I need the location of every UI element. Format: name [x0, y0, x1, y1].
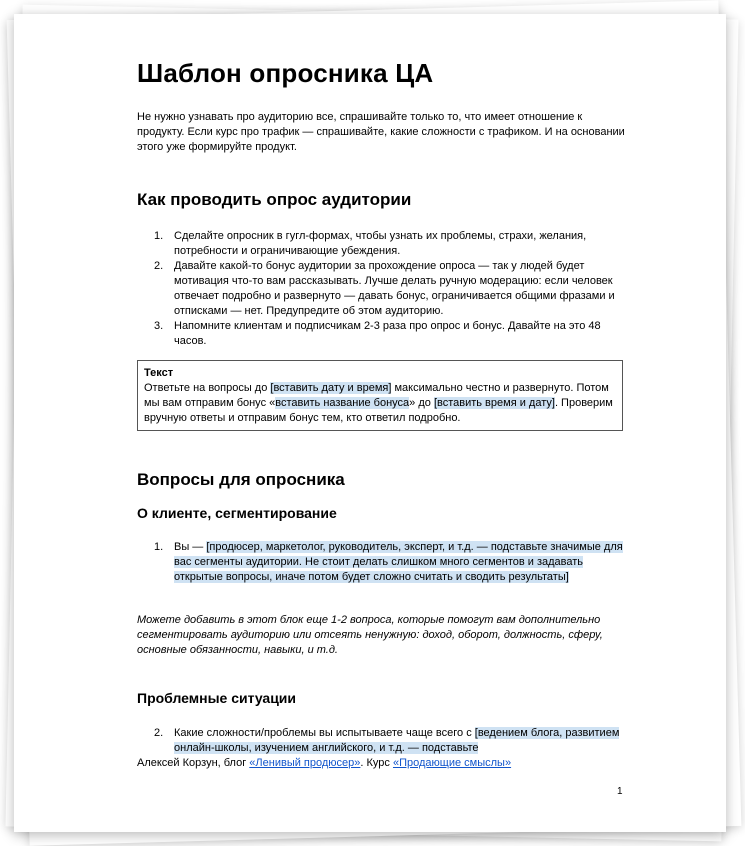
problem-questions-list — [137, 726, 627, 756]
list-item: 1. Вы — [продюсер, маркетолог, руководитель, эксперт, и т.д. — подставьте значимые для вас сегменты аудитории. Не стоит делать слишком много сегментов и задавать открытые вопросы, иначе потом будет сложно считать и сводить результаты] — [154, 541, 623, 583]
blog-link[interactable]: «Ленивый продюсер» — [249, 757, 361, 769]
list-item: 1. Сделайте опросник в гугл-формах, чтобы узнать их проблемы, страхи, желания, потребности и ограничивающие убеждения. — [154, 230, 587, 257]
placeholder-highlight: [ведением блога, развитием онлайн-школы, изучением английского, и т.д. — подставьте — [174, 727, 620, 754]
placeholder-highlight: [вставить дату и время] — [270, 382, 392, 394]
section-heading-how-to-survey: Как проводить опрос аудитории — [137, 190, 412, 209]
document-title: Шаблон опросника ЦА — [137, 58, 434, 88]
text-box-body: Ответьте на вопросы до [вставить дату и время] максимально честно и развернуто. Потом мы вам отправим бонус «вставить название бонуса» до [вставить время и дату]. Проверим вручную ответы и отправим бонус тем, кто ответил подробно. — [144, 382, 613, 424]
text-template-box — [137, 360, 623, 431]
list-item: 3. Напомните клиентам и подписчикам 2-3 раза про опрос и бонус. Давайте на это 48 часов. — [154, 320, 601, 347]
client-questions-list — [137, 540, 627, 585]
italic-note: Можете добавить в этот блок еще 1-2 вопроса, которые помогут вам дополнительно сегментировать аудиторию или отсеять ненужную: доход, оборот, должность, сферу, основные обязанности, навыки, и т.д. — [137, 614, 603, 656]
placeholder-highlight: [продюсер, маркетолог, руководитель, эксперт, и т.д. — подставьте значимые для вас сегменты аудитории. Не стоит делать слишком много сегментов и задавать открытые вопросы, иначе потом будет сложно считать и сводить результаты] — [174, 541, 623, 583]
text-box-label: Текст — [144, 367, 174, 379]
page-footer: Алексей Корзун, блог «Ленивый продюсер». Курс «Продающие смыслы» — [137, 757, 512, 769]
how-to-list — [137, 229, 627, 349]
section-heading-questions: Вопросы для опросника — [137, 470, 345, 489]
placeholder-highlight: вставить название бонуса — [275, 397, 410, 409]
intro-paragraph: Не нужно узнавать про аудиторию все, спрашивайте только то, что имеет отношение к продукту. Если курс про трафик — спрашивайте, какие сложности с трафиком. И на основании этого уже формируйте продукт. — [137, 111, 625, 153]
subheading-about-client: О клиенте, сегментирование — [137, 505, 337, 521]
document-page — [14, 14, 726, 832]
placeholder-highlight: [вставить время и дату] — [433, 397, 555, 409]
list-item: 2. Какие сложности/проблемы вы испытываете чаще всего с [ведением блога, развитием онлайн-школы, изучением английского, и т.д. — подставьте — [154, 727, 620, 754]
subheading-problem-situations: Проблемные ситуации — [137, 690, 297, 706]
course-link[interactable]: «Продающие смыслы» — [392, 757, 512, 769]
list-item: 2. Давайте какой-то бонус аудитории за прохождение опроса — так у людей будет мотивация что-то вам рассказывать. Лучше делать ручную модерацию: если человек отвечает подробно и развернуто — давать бонус, ограничивается общими фразами и отписками — нет. Предупредите об этом аудиторию. — [154, 260, 615, 317]
page-number: 1 — [617, 786, 623, 797]
